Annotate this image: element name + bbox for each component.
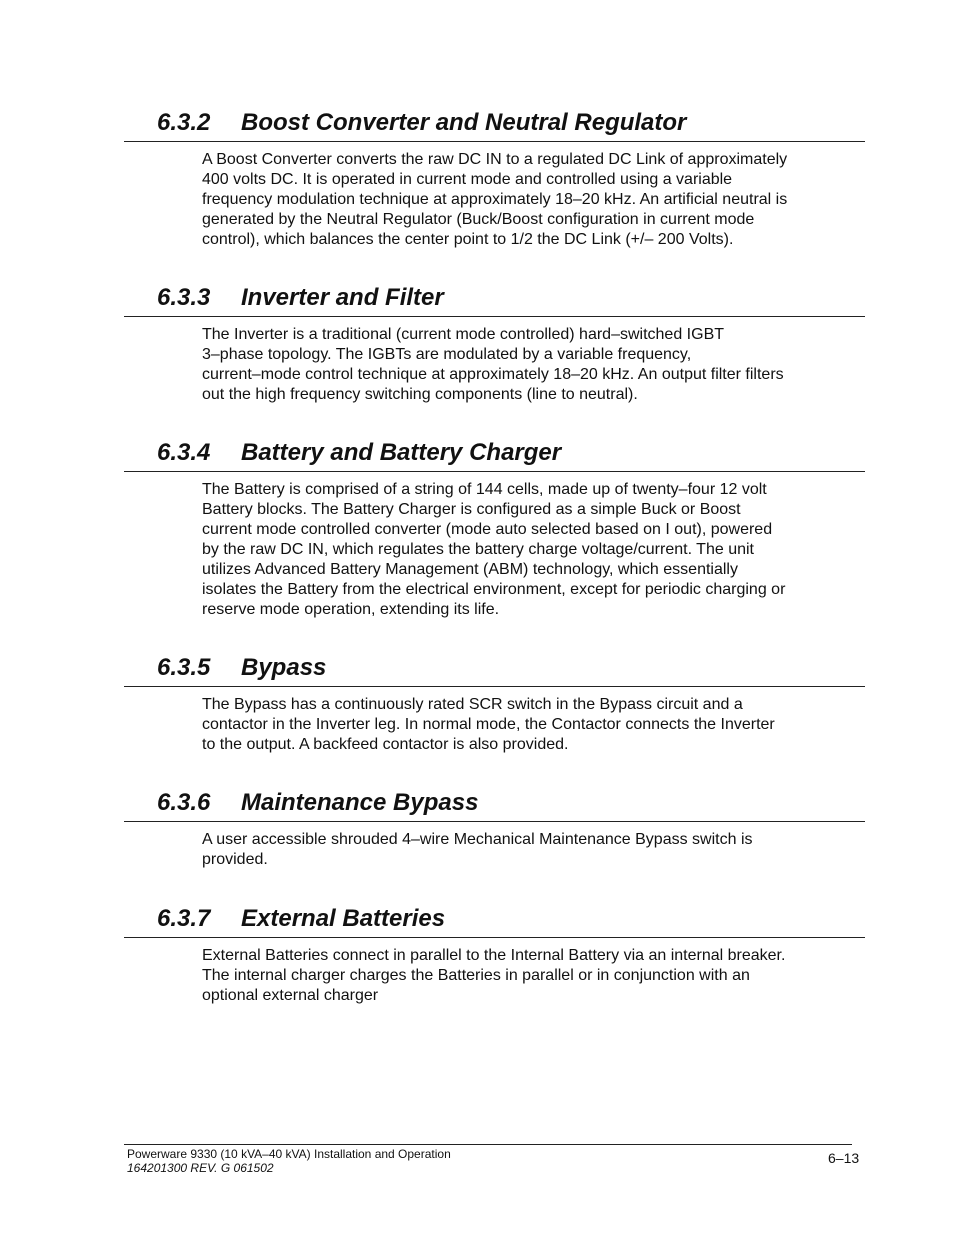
section-heading: [124, 656, 865, 687]
body-line: by the raw DC IN, which regulates the battery charge voltage/current. The unit: [202, 541, 754, 558]
body-line: 3–phase topology. The IGBTs are modulated by a variable frequency,: [202, 346, 692, 363]
body-line: The Battery is comprised of a string of 144 cells, made up of twenty–four 12 volt: [202, 481, 767, 498]
body-line: current–mode control technique at approximately 18–20 kHz. An output filter filters: [202, 366, 784, 383]
body-line: The Bypass has a continuously rated SCR switch in the Bypass circuit and a: [202, 696, 743, 713]
section-heading: [124, 791, 865, 822]
footer-doc-code: 164201300 REV. G 061502: [127, 1161, 274, 1175]
section-body: [202, 150, 852, 250]
body-line: A user accessible shrouded 4–wire Mechanical Maintenance Bypass switch is: [202, 831, 753, 848]
section-body: [202, 325, 852, 405]
body-line: current mode controlled converter (mode auto selected based on I out), powered: [202, 521, 773, 538]
section-title: Bypass: [241, 654, 327, 681]
section-title: Battery and Battery Charger: [241, 439, 562, 466]
section-number: 6.3.4: [157, 439, 211, 466]
body-line: provided.: [202, 851, 268, 868]
footer-document-info: [127, 1147, 451, 1175]
section-body: [202, 830, 852, 870]
footer-doc-title: Powerware 9330 (10 kVA–40 kVA) Installation and Operation: [127, 1147, 451, 1161]
body-line: to the output. A backfeed contactor is also provided.: [202, 736, 569, 753]
section-heading: [124, 286, 865, 317]
body-line: 400 volts DC. It is operated in current mode and controlled using a variable: [202, 171, 733, 188]
section-number: 6.3.7: [157, 905, 211, 932]
section-number: 6.3.5: [157, 654, 211, 681]
section-number: 6.3.3: [157, 284, 211, 311]
section-number: 6.3.2: [157, 109, 211, 136]
body-line: Battery blocks. The Battery Charger is configured as a simple Buck or Boost: [202, 501, 741, 518]
body-line: utilizes Advanced Battery Management (ABM) technology, which essentially: [202, 561, 738, 578]
section-title: Inverter and Filter: [241, 284, 444, 311]
section-body: [202, 480, 852, 620]
section-body: [202, 946, 852, 1006]
body-line: control), which balances the center point to 1/2 the DC Link (+/– 200 Volts).: [202, 231, 734, 248]
body-line: The internal charger charges the Batteries in parallel or in conjunction with an: [202, 967, 750, 984]
body-line: External Batteries connect in parallel to the Internal Battery via an internal breaker.: [202, 947, 786, 964]
footer-divider: [124, 1144, 852, 1145]
section-number: 6.3.6: [157, 789, 211, 816]
body-line: generated by the Neutral Regulator (Buck/Boost configuration in current mode: [202, 211, 755, 228]
section-body: [202, 695, 852, 755]
body-line: reserve mode operation, extending its life.: [202, 601, 500, 618]
section-title: External Batteries: [241, 905, 446, 932]
body-line: contactor in the Inverter leg. In normal mode, the Contactor connects the Inverter: [202, 716, 775, 733]
section-heading: [124, 907, 865, 938]
section-heading: [124, 111, 865, 142]
body-line: frequency modulation technique at approximately 18–20 kHz. An artificial neutral is: [202, 191, 788, 208]
body-line: isolates the Battery from the electrical environment, except for periodic charging or: [202, 581, 786, 598]
section-heading: [124, 441, 865, 472]
body-line: The Inverter is a traditional (current mode controlled) hard–switched IGBT: [202, 326, 725, 343]
section-title: Maintenance Bypass: [241, 789, 479, 816]
body-line: optional external charger: [202, 987, 379, 1004]
body-line: A Boost Converter converts the raw DC IN to a regulated DC Link of approximately: [202, 151, 788, 168]
body-line: out the high frequency switching components (line to neutral).: [202, 386, 638, 403]
section-title: Boost Converter and Neutral Regulator: [241, 109, 687, 136]
page-number: 6–13: [828, 1150, 860, 1166]
